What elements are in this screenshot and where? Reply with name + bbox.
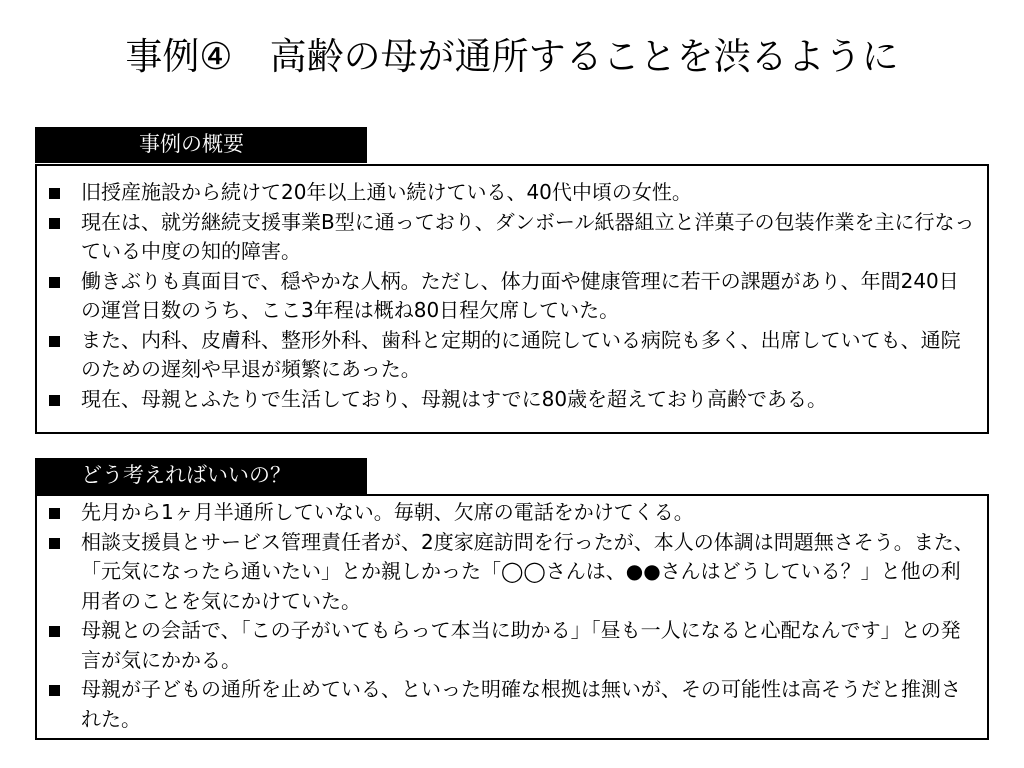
square-bullet-icon [49,395,60,406]
square-bullet-icon [49,188,60,199]
overview-item-text: 働きぶりも真面目で、穏やかな人柄。ただし、体力面や健康管理に若干の課題があり、年間240日の運営日数のうち、ここ3年程は概ね80日程欠席していた。 [81,268,959,322]
overview-item-text: また、内科、皮膚科、整形外科、歯科と定期的に通院している病院も多く、出席していても、通院のための遅刻や早退が頻繁にあった。 [81,327,961,381]
square-bullet-icon [49,508,60,519]
question-bullet-list [37,498,987,734]
question-list-item [37,528,987,617]
question-list-item [37,675,987,734]
question-item-text: 母親が子どもの通所を止めている、といった明確な根拠は無いが、その可能性は高そうだと推測された。 [81,677,961,731]
overview-item-text: 現在は、就労継続支援事業B型に通っており、ダンボール紙器組立と洋菓子の包装作業を主に行なっている中度の知的障害。 [81,209,975,263]
square-bullet-icon [49,218,60,229]
square-bullet-icon [49,685,60,696]
overview-content-box [35,164,989,434]
question-list-item [37,616,987,675]
question-section-tab: どう考えればいいの？ [35,458,367,494]
question-item-text: 先月から1ヶ月半通所していない。毎朝、欠席の電話をかけてくる。 [81,500,694,524]
question-item-text: 相談支援員とサービス管理責任者が、2度家庭訪問を行ったが、本人の体調は問題無さそう。また、「元気になったら通いたい」とか親しかった「◯◯さんは、●●さんはどうしている？」と他の利用者のことを気にかけていた。 [81,529,974,613]
question-item-text: 母親との会話で、「この子がいてもらって本当に助かる」「昼も一人になると心配なんです」との発言が気にかかる。 [81,618,961,672]
overview-item-text: 旧授産施設から続けて20年以上通い続けている、40代中頃の女性。 [81,180,692,204]
overview-section-tab: 事例の概要 [35,127,367,163]
overview-list-item [37,267,987,326]
overview-list-item [37,178,987,208]
square-bullet-icon [49,538,60,549]
overview-item-text: 現在、母親とふたりで生活しており、母親はすでに80歳を超えており高齢である。 [81,386,828,411]
square-bullet-icon [49,277,60,288]
overview-list-item [37,326,987,385]
square-bullet-icon [49,336,60,347]
overview-bullet-list [37,178,987,414]
question-list-item [37,498,987,528]
question-content-box [35,494,989,740]
square-bullet-icon [49,626,60,637]
overview-list-item [37,208,987,267]
overview-list-item [37,385,987,415]
slide-title: 事例④ 高齢の母が通所することを渋るように [125,35,899,78]
